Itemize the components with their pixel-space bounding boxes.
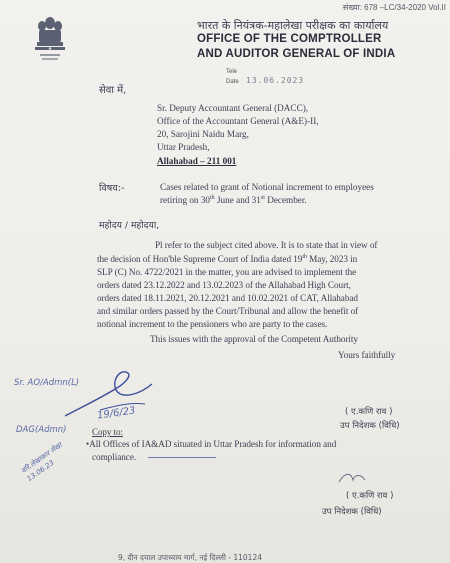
body-line: orders dated 23.12.2022 and 13.02.2023 of the Allahabad High Court, [97,280,351,290]
handwritten-note-sr-ao: Sr. AO/Admn(L) [14,378,80,388]
closing: Yours faithfully [338,350,396,360]
copy-to-line2: compliance. [92,452,137,462]
greeting: महोदय / महोदया, [99,220,160,231]
initials-scribble [335,468,375,488]
subject-label: विषय:- [99,183,125,194]
handwritten-signature-scribble [60,366,180,426]
footer-address: 9, दीन दयाल उपाध्याय मार्ग, नई दिल्ली - 110124 [118,553,263,562]
tele-label: Tele [226,69,238,75]
address-line: Office of the Accountant General (A&E)-II, [157,116,319,126]
body-line: Pl refer to the subject cited above. It is to state that in view of [155,240,378,250]
body-line: orders dated 18.11.2021, 20.12.2021 and 10.02.2021 of CAT, Allahabad [97,293,358,303]
date-label: Date [226,79,239,85]
handwritten-date: 19/6/23 [96,405,137,422]
address-line: Uttar Pradesh, [157,142,210,152]
signatory-title: उप निदेशक (विधि) [340,421,400,431]
body-line: and similar orders passed by the Court/Tribunal and allow the benefit of [97,306,359,316]
handwritten-underline [148,457,216,458]
signatory-name: ( ए.कणि राव ) [345,407,393,417]
national-emblem-icon [30,14,70,66]
subject-line2: retiring on 30th June and 31st December. [160,195,307,206]
salutation-hindi: सेवा में, [99,85,127,96]
body-line: SLP (C) No. 4722/2021 in the matter, you are advised to implement the [97,267,357,277]
date-value: 13.06.2023 [246,76,305,85]
body-line: the decision of Hon'ble Supreme Court of India dated 19th May, 2023 in [97,254,358,265]
subject-line1: Cases related to grant of Notional increment to employees [160,182,374,192]
body-line: notional increment to the pensioners who are party to the cases. [97,319,328,329]
office-name-english-line1: OFFICE OF THE COMPTROLLER [197,33,382,45]
address-line: Sr. Deputy Accountant General (DACC), [157,103,309,113]
approval-line: This issues with the approval of the Competent Authority [150,334,358,344]
copy-to-label: Copy to: [92,427,123,437]
handwritten-note-dag: DAG(Admn) [16,425,67,435]
handwritten-stamp: वरि.लेखाकार लेखा 13.06.23 [19,441,64,484]
signatory-title-2: उप निदेशक (विधि) [322,507,382,517]
office-name-hindi: भारत के नियंत्रक-महालेखा परीक्षक का कार्यालय [197,19,389,32]
reference-number: संख्या: 678 –LC/34-2020 Vol.II [342,3,446,12]
address-line: 20, Sarojini Naidu Marg, [157,129,249,139]
address-city: Allahabad – 211 001 [157,156,237,166]
signatory-name-2: ( ए.कणि राव ) [346,491,394,501]
copy-to-line1: •All Offices of IA&AD situated in Uttar Pradesh for information and [86,439,337,449]
office-name-english-line2: AND AUDITOR GENERAL OF INDIA [197,48,396,60]
